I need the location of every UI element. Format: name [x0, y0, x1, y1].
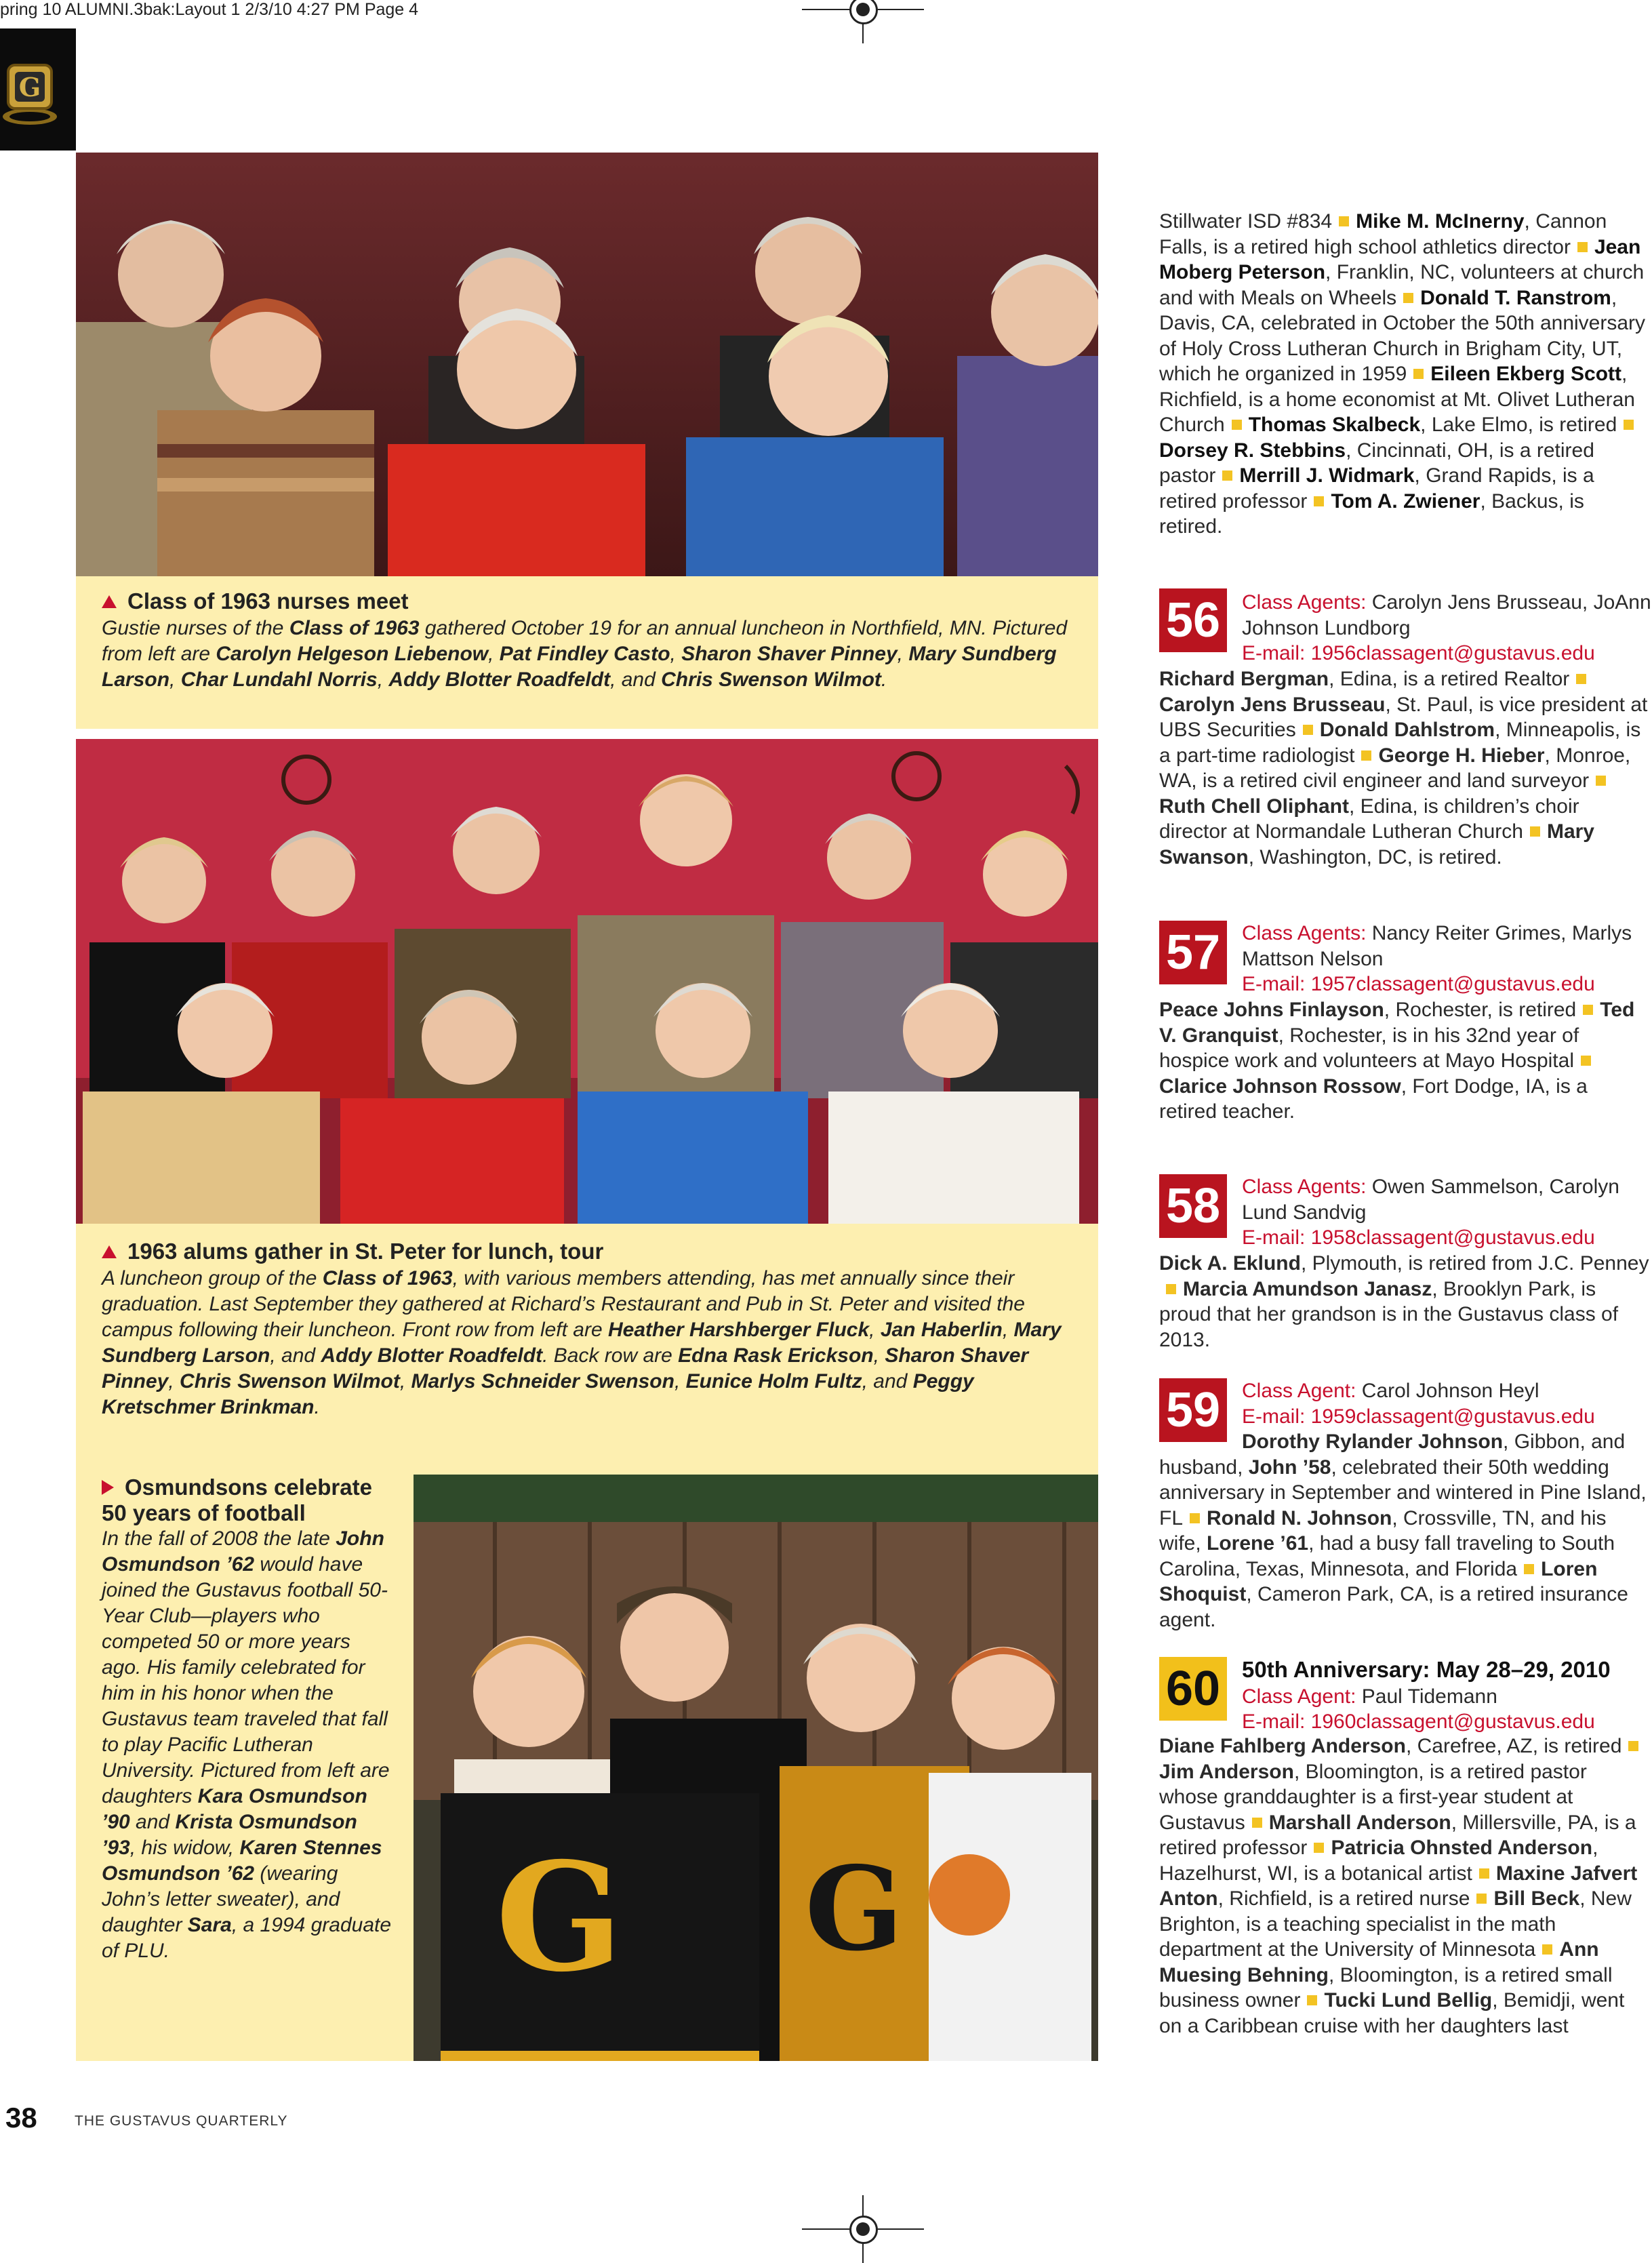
bullet-square-icon: [1361, 750, 1371, 761]
bullet-square-icon: [1524, 1564, 1534, 1574]
caption-nurses-heading: Class of 1963 nurses meet: [102, 588, 1078, 616]
caption-osmundsons-heading: Osmundsons celebrate 50 years of football: [102, 1475, 372, 1525]
class-58-email[interactable]: E-mail: 1958classagent@gustavus.edu: [1242, 1226, 1595, 1249]
svg-text:G: G: [496, 1829, 623, 2005]
caption-alums: 1963 alums gather in St. Peter for lunch, tour A luncheon group of the Class of 1963, with various members attending, has met annually since their graduation. Last September they gathered at Richard’s Restaurant and Pub in St. Peter and visited the campus following their luncheon. Front row from left are Heather Harshberger Fluck, Jan Haberlin, Mary Sundberg Larson, and Addy Blotter Roadfeldt. Back row are Edna Rask Erickson, Sharon Shaver Pinney, Chris Swenson Wilmot, Marlys Schneider Swenson, Eunice Holm Fultz, and Peggy Kretschmer Brinkman.: [102, 1239, 1078, 1420]
page-number: 38: [5, 2102, 37, 2134]
bullet-square-icon: [1303, 725, 1313, 735]
class-ring-icon: [0, 61, 60, 129]
osmundson-family-photo: [414, 1475, 1098, 2061]
bullet-square-icon: [1403, 293, 1413, 303]
bullet-square-icon: [1577, 242, 1588, 252]
bullet-square-icon: [1339, 216, 1349, 226]
triangle-right-icon: [102, 1480, 114, 1495]
bullet-square-icon: [1542, 1944, 1552, 1955]
class-year-57: 57: [1159, 921, 1227, 984]
triangle-up-icon: [102, 1245, 117, 1258]
class-58-notes: Dick A. Eklund, Plymouth, is retired from J.C. PenneyMarcia Amundson Janasz, Brooklyn Park, is proud that her grandson is in the Gustavus class of 2013.: [1159, 1252, 1649, 1351]
bullet-square-icon: [1624, 420, 1634, 430]
caption-alums-heading: 1963 alums gather in St. Peter for lunch, tour: [102, 1239, 1078, 1266]
bullet-square-icon: [1583, 1005, 1593, 1015]
bullet-square-icon: [1628, 1741, 1638, 1751]
bullet-square-icon: [1581, 1056, 1591, 1066]
class-57-email[interactable]: E-mail: 1957classagent@gustavus.edu: [1242, 973, 1595, 995]
bullet-square-icon: [1576, 674, 1586, 684]
class-57-notes: Peace Johns Finlayson, Rochester, is retired Ted V. Granquist, Rochester, is in his 32nd year of hospice work and volunteers at Mayo HospitalClarice Johnson Rossow, Fort Dodge, IA, is a retired teacher.: [1159, 999, 1635, 1123]
bullet-square-icon: [1252, 1818, 1262, 1828]
class-56-email[interactable]: E-mail: 1956classagent@gustavus.edu: [1242, 642, 1595, 664]
class-year-59: 59: [1159, 1378, 1227, 1442]
bullet-square-icon: [1596, 776, 1606, 786]
class-59-email[interactable]: E-mail: 1959classagent@gustavus.edu: [1242, 1405, 1595, 1428]
svg-text:G: G: [805, 1841, 904, 1977]
bullet-square-icon: [1413, 369, 1424, 379]
class-56-notes: Richard Bergman, Edina, is a retired RealtorCarolyn Jens Brusseau, St. Paul, is vice president at UBS Securities Donald Dahlstrom, Minneapolis, is a part-time radiologist George H. Hieber, Monroe, WA, is a retired civil engineer and land surveyorRuth Chell Oliphant, Edina, is children’s choir director at Normandale Lutheran Church Mary Swanson, Washington, DC, is retired.: [1159, 668, 1648, 868]
bullet-square-icon: [1232, 420, 1242, 430]
alums-group-photo: [76, 739, 1098, 1224]
bullet-square-icon: [1190, 1513, 1200, 1523]
printer-slug: pring 10 ALUMNI.3bak:Layout 1 2/3/10 4:27 PM Page 4: [0, 0, 419, 19]
class-60-email[interactable]: E-mail: 1960classagent@gustavus.edu: [1242, 1710, 1595, 1733]
bullet-square-icon: [1479, 1868, 1489, 1879]
class-57-agents: Class Agents: Nancy Reiter Grimes, Marlys Mattson Nelson E-mail: 1957classagent@gustavus.edu: [1242, 922, 1632, 995]
bullet-square-icon: [1222, 470, 1232, 481]
bullet-square-icon: [1476, 1894, 1487, 1904]
bullet-square-icon: [1530, 826, 1540, 837]
class-year-58: 58: [1159, 1174, 1227, 1238]
class-notes-continued: Stillwater ISD #834 Mike M. McInerny, Cannon Falls, is a retired high school athletics director Jean Moberg Peterson, Franklin, NC, volunteers at church and with Meals on Wheels Donald T. Ranstrom, Davis, CA, celebrated in October the 50th anniversary of Holy Cross Lutheran Church in Brigham City, UT, which he organized in 1959 Eileen Ekberg Scott, Richfield, is a home economist at Mt. Olivet Lutheran Church Thomas Skalbeck, Lake Elmo, is retiredDorsey R. Stebbins, Cincinnati, OH, is a retired pastor Merrill J. Widmark, Grand Rapids, is a retired professor Tom A. Zwiener, Backus, is retired.: [1159, 210, 1646, 538]
caption-nurses: Class of 1963 nurses meet Gustie nurses of the Class of 1963 gathered October 19 for an annual luncheon in Northfield, MN. Pictured from left are Carolyn Helgeson Liebenow, Pat Findley Casto, Sharon Shaver Pinney, Mary Sundberg Larson, Char Lundahl Norris, Addy Blotter Roadfeldt, and Chris Swenson Wilmot.: [102, 588, 1078, 693]
registration-mark-bottom: [843, 2209, 883, 2249]
bullet-square-icon: [1307, 1995, 1317, 2005]
magazine-name: THE GUSTAVUS QUARTERLY: [75, 2113, 288, 2129]
caption-osmundsons: Osmundsons celebrate 50 years of football In the fall of 2008 the late John Osmundson ’62 would have joined the Gustavus football 50-Year Club—players who competed 50 or more years ago. His family celebrated for him in his honor when the Gustavus team traveled that fall to play Pacific Lutheran University. Pictured from left are daughters Kara Osmundson ’90 and Krista Osmundson ’93, his widow, Karen Stennes Osmundson ’62 (wearing John’s letter sweater), and daughter Sara, a 1994 graduate of PLU.: [102, 1475, 393, 1964]
class-56-agents: Class Agents: Carolyn Jens Brusseau, JoAnn Johnson Lundborg E-mail: 1956classagent@gustavus.edu: [1242, 591, 1651, 664]
bullet-square-icon: [1166, 1284, 1176, 1294]
class-year-56: 56: [1159, 588, 1227, 652]
registration-mark-top: [843, 0, 883, 30]
bullet-square-icon: [1314, 496, 1324, 506]
svg-text:G: G: [18, 72, 41, 102]
class-59-notes: Dorothy Rylander Johnson, Gibbon, and husband, John ’58, celebrated their 50th wedding anniversary in September and wintered in Pine Island, FL Ronald N. Johnson, Crossville, TN, and his wife, Lorene ’61, had a busy fall traveling to South Carolina, Texas, Minnesota, and Florida Loren Shoquist, Cameron Park, CA, is a retired insurance agent.: [1159, 1430, 1647, 1631]
class-58-agents: Class Agents: Owen Sammelson, Carolyn Lund Sandvig E-mail: 1958classagent@gustavus.edu: [1242, 1176, 1619, 1249]
class-60-notes: Diane Fahlberg Anderson, Carefree, AZ, is retiredJim Anderson, Bloomington, is a retired pastor whose granddaughter is a first-year student at Gustavus Marshall Anderson, Millersville, PA, is a retired professor Patricia Ohnsted Anderson, Hazelhurst, WI, is a botanical artist Maxine Jafvert Anton, Richfield, is a retired nurse Bill Beck, New Brighton, is a teaching specialist in the math department at the University of Minnesota Ann Muesing Behning, Bloomington, is a retired small business owner Tucki Lund Bellig, Bemidji, went on a Caribbean cruise with her daughters last: [1159, 1734, 1651, 2039]
class-60-agents: 50th Anniversary: May 28–29, 2010 Class Agent: Paul Tidemann E-mail: 1960classagent@gustavus.edu: [1242, 1657, 1611, 1733]
nurses-group-photo: [76, 153, 1098, 576]
triangle-up-icon: [102, 595, 117, 608]
bullet-square-icon: [1314, 1843, 1324, 1853]
class-60-anniversary: 50th Anniversary: May 28–29, 2010: [1242, 1657, 1611, 1682]
class-59-agents: Class Agent: Carol Johnson Heyl E-mail: 1959classagent@gustavus.edu: [1242, 1380, 1595, 1428]
class-year-60: 60: [1159, 1657, 1227, 1721]
